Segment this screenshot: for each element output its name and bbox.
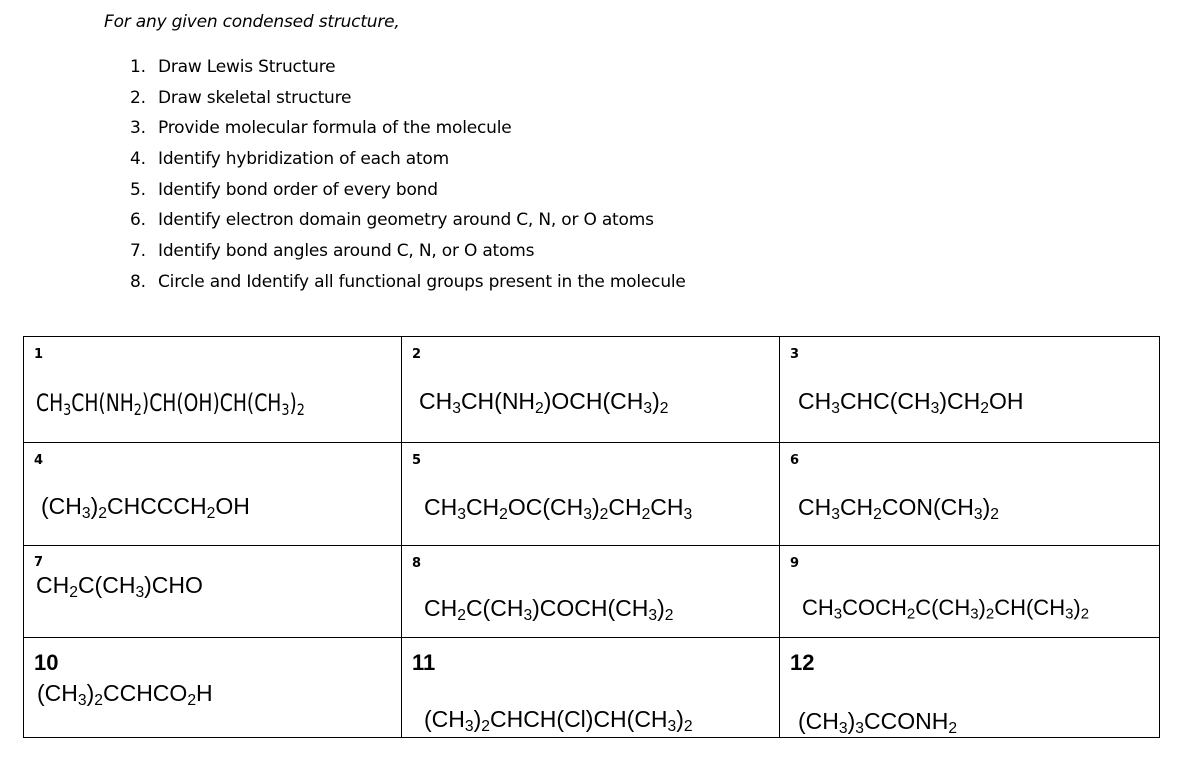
table-row <box>24 443 1160 546</box>
molecule-number: 4 <box>34 453 44 468</box>
table-row <box>24 546 1160 638</box>
molecule-number: 10 <box>34 650 59 675</box>
table-row <box>24 638 1160 738</box>
molecule-number: 8 <box>412 556 422 571</box>
molecule-cell <box>780 638 1160 738</box>
step-number: 4. <box>130 149 146 170</box>
molecule-number: 11 <box>412 650 436 675</box>
step-text: Identify bond angles around C, N, or O atoms <box>158 241 535 262</box>
molecule-formula: $(CH_3)_3CCONH_2$ <box>798 708 958 737</box>
molecule-formula: $CH_2C(CH_3)CHO$ <box>36 572 203 601</box>
step-number: 2. <box>130 87 146 108</box>
step-item <box>130 87 686 118</box>
step-item <box>130 209 686 240</box>
molecule-number: 7 <box>34 555 44 570</box>
molecule-cell <box>402 443 780 546</box>
step-number: 8. <box>130 271 146 292</box>
step-item <box>130 148 686 179</box>
molecule-number: 12 <box>790 650 815 675</box>
molecule-cell <box>780 546 1160 638</box>
step-number: 1. <box>130 57 146 77</box>
step-item <box>130 271 686 302</box>
molecule-cell <box>24 546 402 638</box>
molecule-formula: $CH_3CHC(CH_3)CH_2OH$ <box>798 388 1024 417</box>
step-item <box>130 179 686 210</box>
molecule-number: 5 <box>412 453 422 468</box>
molecule-cell <box>402 638 780 738</box>
molecule-formula: $(CH_3)_2CHCH(Cl)CH(CH_3)_2$ <box>424 706 693 735</box>
step-text: Provide molecular formula of the molecule <box>158 118 512 139</box>
step-text: Draw Lewis Structure <box>158 57 336 77</box>
molecule-number: 2 <box>412 347 422 362</box>
step-text: Identify bond order of every bond <box>158 179 438 200</box>
molecule-number: 3 <box>790 347 800 362</box>
molecule-formula: $CH_2C(CH_3)COCH(CH_3)_2$ <box>424 595 674 624</box>
molecule-cell <box>24 337 402 443</box>
step-item <box>130 240 686 271</box>
molecule-cell <box>24 443 402 546</box>
molecule-table <box>23 336 1160 738</box>
molecule-formula: $CH_3CH(NH_2)CH(OH)CH(CH_3)_2$ <box>36 389 305 420</box>
molecule-cell <box>402 546 780 638</box>
molecule-formula: $CH_3CH_2OC(CH_3)_2CH_2CH_3$ <box>424 494 693 523</box>
step-item <box>130 117 686 148</box>
step-number: 7. <box>130 241 146 262</box>
step-text: Draw skeletal structure <box>158 87 352 108</box>
instruction-steps-list <box>130 56 686 302</box>
molecule-cell <box>780 337 1160 443</box>
molecule-formula: $CH_3CH(NH_2)OCH(CH_3)_2$ <box>419 388 669 417</box>
molecule-number: 9 <box>790 556 800 571</box>
step-text: Circle and Identify all functional groups present in the molecule <box>158 271 686 292</box>
step-number: 6. <box>130 210 146 231</box>
step-item <box>130 56 686 87</box>
molecule-number: 6 <box>790 453 800 468</box>
step-number: 5. <box>130 179 146 200</box>
step-text: Identify electron domain geometry around C, N, or O atoms <box>158 210 654 231</box>
molecule-formula: $(CH_3)_2CCHCO_2H$ <box>37 680 213 709</box>
molecule-formula: $CH_3CH_2CON(CH_3)_2$ <box>798 494 999 523</box>
table-row <box>24 337 1160 443</box>
step-number: 3. <box>130 118 146 139</box>
molecule-formula: $CH_3COCH_2C(CH_3)_2CH(CH_3)_2$ <box>802 595 1090 623</box>
molecule-number: 1 <box>34 347 44 362</box>
molecule-cell <box>780 443 1160 546</box>
molecule-cell <box>24 638 402 738</box>
molecule-cell <box>402 337 780 443</box>
step-text: Identify hybridization of each atom <box>158 149 449 170</box>
molecule-formula: $(CH_3)_2CHCCCH_2OH$ <box>41 493 250 522</box>
instructions-heading: For any given condensed structure, <box>104 12 400 32</box>
